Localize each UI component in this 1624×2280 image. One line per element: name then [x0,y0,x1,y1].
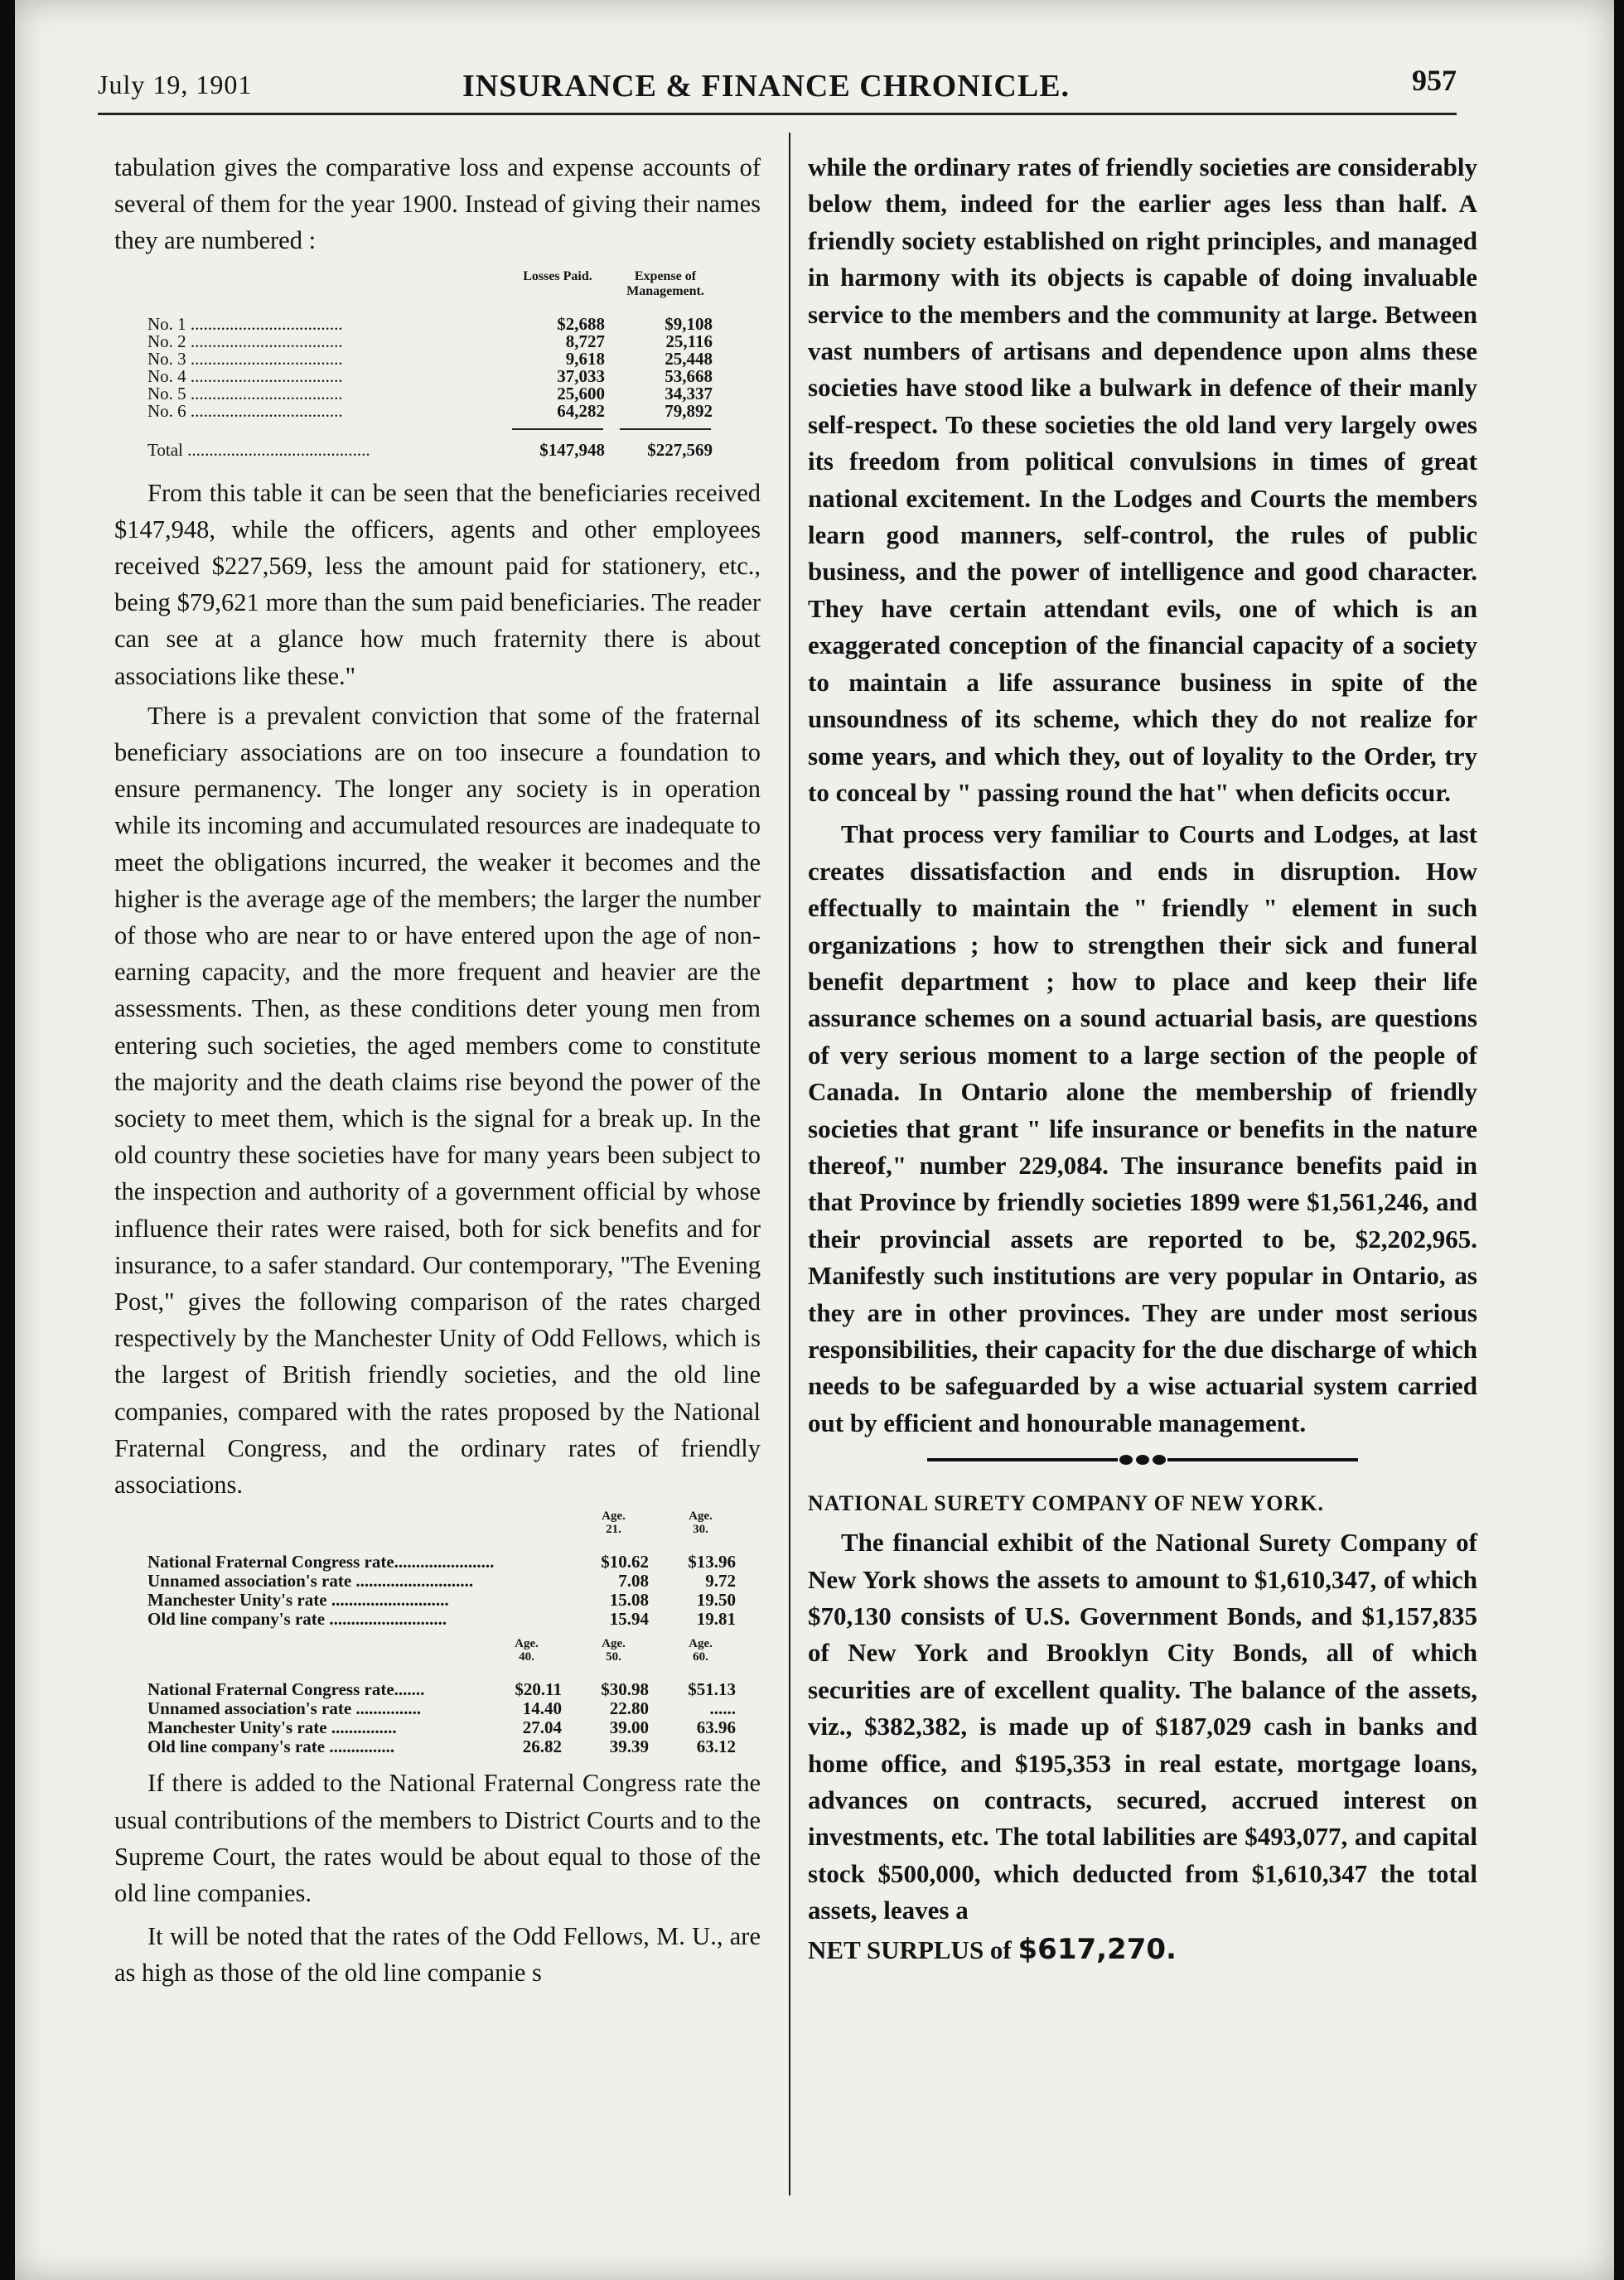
table-row [147,1737,744,1756]
rate-cell: $20.11 [515,1679,562,1700]
age-header: Age. 60. [689,1637,713,1664]
rate-cell: $51.13 [688,1679,736,1700]
table-row [147,365,719,386]
cell-losses: 8,727 [565,331,605,351]
table-row [147,385,719,403]
total-losses: $147,948 [539,439,605,460]
row-label: Unnamed association's rate ............... [147,1699,422,1719]
rate-cell: 15.08 [609,1590,649,1611]
cell-expense: 25,116 [665,331,713,351]
paragraph: tabulation gives the comparative loss and expense accounts of several of them for the year 1900. Instead of giving their names they are numbered : [114,153,761,255]
row-label: National Fraternal Congress rate....... [147,1680,425,1700]
row-label: No. 3 ................................... [147,350,343,368]
paragraph: From this table it can be seen that the beneficiaries received $147,948, while the officers, agents and other employees received $227,569, less the amount paid for stationery, etc., being $79,621 more than the sum paid beneficiaries. The reader can see at a glance how much fraternity there is about associations like these." [114,478,761,690]
paragraph: The financial exhibit of the National Surety Company of New York shows the assets to amount to $1,610,347, of which $70,130 consists of U.S. Government Bonds, and $1,157,835 of New York and Brooklyn City Bonds, all of which securities are of excellent quality. The balance of the assets, viz., $382,382, is made up of $187,029 cash in banks and home office, and $195,353 in real estate, mortgage loans, advances on contracts, secured, accrued interest on investments, etc. The total labilities are $493,077, and capital stock $500,000, which deducted from $1,610,347 the total assets, leaves a [808,1528,1477,1925]
row-label: Old line company's rate ........................... [147,1610,447,1630]
issue-date: July 19, 1901 [98,70,253,99]
row-label: Manchester Unity's rate ............... [147,1718,397,1738]
left-column [114,149,761,1992]
surplus-value: $617,270. [1017,1932,1177,1966]
rate-cell: 15.94 [609,1609,649,1630]
rate-cell: 26.82 [522,1737,562,1757]
row-label: No. 1 ................................... [147,315,343,333]
section-ornament [808,1452,1477,1468]
cell-losses: 64,282 [557,400,605,421]
rate-cell: ...... [709,1698,736,1719]
column-header: Losses Paid. [523,268,592,283]
row-label: No. 4 ................................... [147,367,343,385]
age-header: Age. 30. [689,1510,713,1537]
cell-losses: $2,688 [557,313,605,334]
cell-expense: 25,448 [665,348,713,369]
cell-expense: 53,668 [665,365,713,386]
age-header: Age. 40. [515,1637,539,1664]
row-label: Unnamed association's rate ........................... [147,1572,474,1592]
rate-cell: $10.62 [601,1552,649,1572]
rate-cell: 22.80 [609,1698,649,1719]
paragraph: If there is added to the National Fraternal Congress rate the usual contributions of the members to District Courts and to the Supreme Court, the rates would be about equal to those of the old line companies. [114,1769,761,1907]
losses-expense-table [147,269,719,465]
table-row [147,1718,744,1737]
rate-cell: 39.00 [609,1717,649,1738]
table-row [147,1591,744,1610]
rate-cell: 9.72 [705,1571,736,1592]
rate-cell: $30.98 [601,1679,649,1700]
table-row [147,333,719,350]
right-column [790,149,1477,1968]
row-label: Manchester Unity's rate ........................... [147,1591,449,1611]
scanned-page [15,0,1614,2280]
rates-comparison-table [147,1510,744,1756]
rate-cell: 7.08 [618,1571,649,1592]
row-label: Total .......................................... [147,441,370,459]
cell-expense: 34,337 [665,383,713,403]
age-header: Age. 50. [602,1637,626,1664]
section-heading: NATIONAL SURETY COMPANY OF NEW YORK. [808,1491,1324,1516]
cell-expense: $9,108 [665,313,713,334]
page-header [98,55,1457,115]
table-row [147,313,719,334]
paragraph: It will be noted that the rates of the Odd Fellows, M. U., are as high as those of the old line companie s [114,1922,761,1988]
paragraph: That process very familiar to Courts and Lodges, at last creates dissatisfaction and ends in disruption. How effectually to maintain the " friendly " element in such organizations ; how to strengthen their sick and funeral benefit department ; how to place and keep their life assurance schemes on a sound actuarial basis, are questions of very serious moment to a large section of the people of Canada. In Ontario alone the membership of friendly societies that grant " life insurance or benefits in the nature thereof," number 229,084. The insurance benefits paid in that Province by friendly societies 1899 were $1,561,246, and their provincial assets are reported to be, $2,202,965. Manifestly such institutions are very popular in Ontario, as they are in other provinces. They are under most serious responsibilities, their capacity for the due discharge of which needs to be safeguarded by a wise actuarial system carried out by efficient and honourable management. [808,819,1477,1437]
cell-losses: 9,618 [565,348,605,369]
row-label: No. 6 ................................... [147,402,343,420]
rate-cell: 63.96 [696,1717,736,1738]
table-row [147,1610,744,1629]
table-row [147,1553,744,1572]
paragraph: while the ordinary rates of friendly societies are considerably below them, indeed for the earlier ages less than half. A friendly society established on right principles, and managed in harmony with its objects is capable of doing invaluable service to the members and the community at large. Between vast numbers of artisans and dependence upon alms these societies have stood like a bulwark in defence of their manly self-respect. To these societies the old land very largely owes its freedom from political convulsions in times of great national excitement. In the Lodges and Courts the members learn good manners, self-control, the rules of public business, and the power of intelligence and good character. They have certain attendant evils, one of which is an exaggerated conception of the financial capacity of a society to maintain a life assurance business in spite of the unsoundness of its scheme, which they do not realize for some years, and which they, out of loyality to the Order, try to conceal by " passing round the hat" when deficits occur. [808,152,1477,807]
table-row [147,350,719,368]
rate-cell: 39.39 [609,1737,649,1757]
page-number: 957 [1412,64,1457,97]
column-header: Expense of Management. [626,268,704,298]
cell-expense: 79,892 [665,400,713,421]
total-expense: $227,569 [647,439,713,460]
rate-cell: 27.04 [522,1717,562,1738]
rate-cell: $13.96 [688,1552,736,1572]
surplus-label: NET SURPLUS of [808,1935,1012,1964]
rate-cell: 63.12 [696,1737,736,1757]
row-label: No. 5 ................................... [147,384,343,403]
rate-cell: 19.81 [696,1609,736,1630]
table-row [147,1680,744,1699]
row-label: Old line company's rate ............... [147,1737,395,1757]
publication-title: INSURANCE & FINANCE CHRONICLE. [462,69,1071,104]
row-label: National Fraternal Congress rate....................... [147,1553,495,1572]
table-row [147,400,719,421]
table-row [147,1699,744,1718]
table-row [147,1572,744,1591]
age-header: Age. 21. [602,1510,626,1537]
net-surplus-line [808,1931,1477,1968]
row-label: No. 2 ................................... [147,332,343,350]
cell-losses: 37,033 [557,365,605,386]
rate-cell: 19.50 [696,1590,736,1611]
paragraph: There is a prevalent conviction that some of the fraternal beneficiary associations are on too insecure a foundation to ensure permanency. The longer any society is in operation while its incoming and accumulated resources are inadequate to meet the obligations incurred, the weaker it becomes and the higher is the average age of the members; the larger the number of those who are near to or have entered upon the age of non-earning capacity, and the more frequent and heavier are the assessments. Then, as these conditions deter young men from entering such societies, the aged members come to constitute the majority and the death claims rise beyond the power of the society to meet them, which is the signal for a break up. In the old country these societies have for many years been subject to the inspection and authority of a government official by whose influence their rates were raised, both for sick benefits and for insurance, to a safer standard. Our contemporary, "The Evening Post," gives the following comparison of the rates charged respectively by the Manchester Unity of Odd Fellows, which is the largest of British friendly societies, and the old line companies, compared with the rates proposed by the National Fraternal Congress, and the ordinary rates of friendly associations. [114,701,761,1500]
rate-cell: 14.40 [522,1698,562,1719]
cell-losses: 25,600 [557,383,605,403]
total-row [147,439,719,465]
sum-rule [147,420,719,430]
